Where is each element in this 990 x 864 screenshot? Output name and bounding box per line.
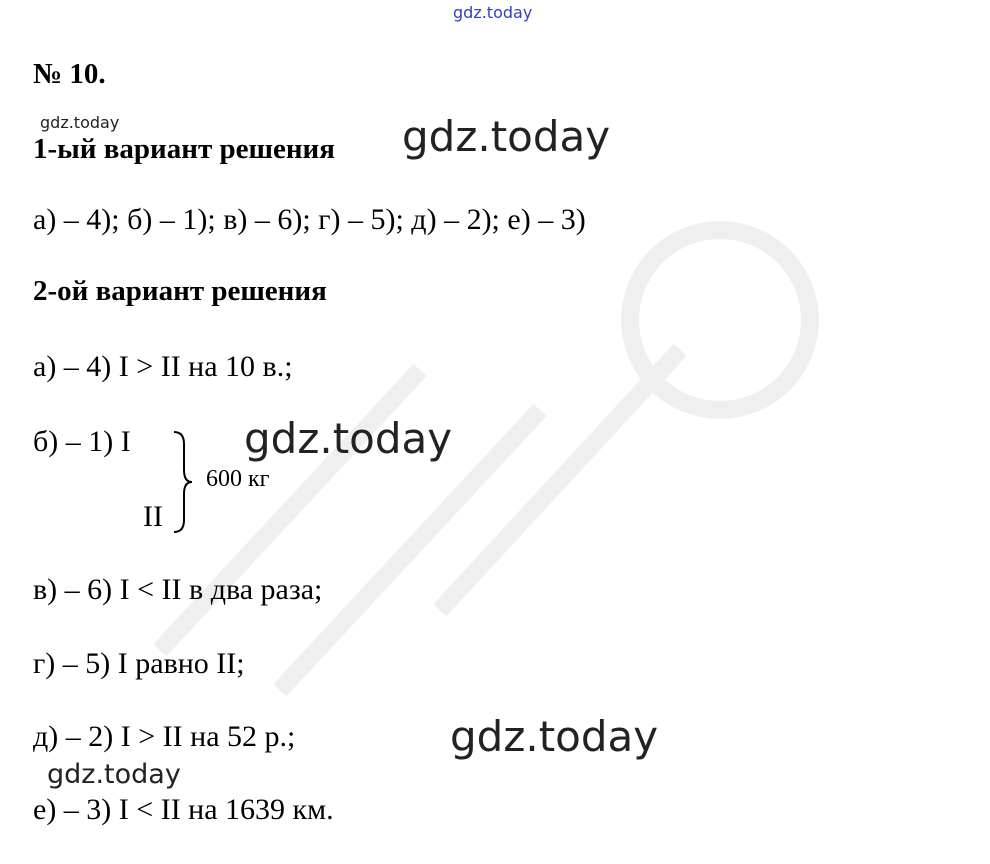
variant1-title: 1-ый вариант решения [33,133,335,165]
answer-line-d: д) – 2) I > II на 52 р.; [33,720,296,753]
answer-line-g: г) – 5) I равно II; [33,647,245,680]
watermark-lower-right: gdz.today [450,712,659,761]
answer-line-a: а) – 4) I > II на 10 в.; [33,350,293,383]
answer-line-v: в) – 6) I < II в два раза; [33,573,323,606]
watermark-top: gdz.today [453,3,533,22]
watermark-heading-right: gdz.today [402,112,611,161]
answer-line-b-first: б) – 1) I [33,425,131,458]
watermark-above-heading: gdz.today [40,113,120,132]
brace-label: 600 кг [206,466,270,492]
watermark-bottom-left: gdz.today [47,759,181,790]
watermark-middle: gdz.today [244,414,453,463]
problem-number: № 10. [33,58,106,90]
variant1-answer: а) – 4); б) – 1); в) – 6); г) – 5); д) – 2); е) – 3) [33,203,586,236]
variant2-title: 2-ой вариант решения [33,275,327,307]
answer-line-b-second: II [143,500,163,533]
curly-brace-icon [172,430,196,534]
background-watermark-graphic [120,190,880,710]
answer-line-e: е) – 3) I < II на 1639 км. [33,793,334,826]
